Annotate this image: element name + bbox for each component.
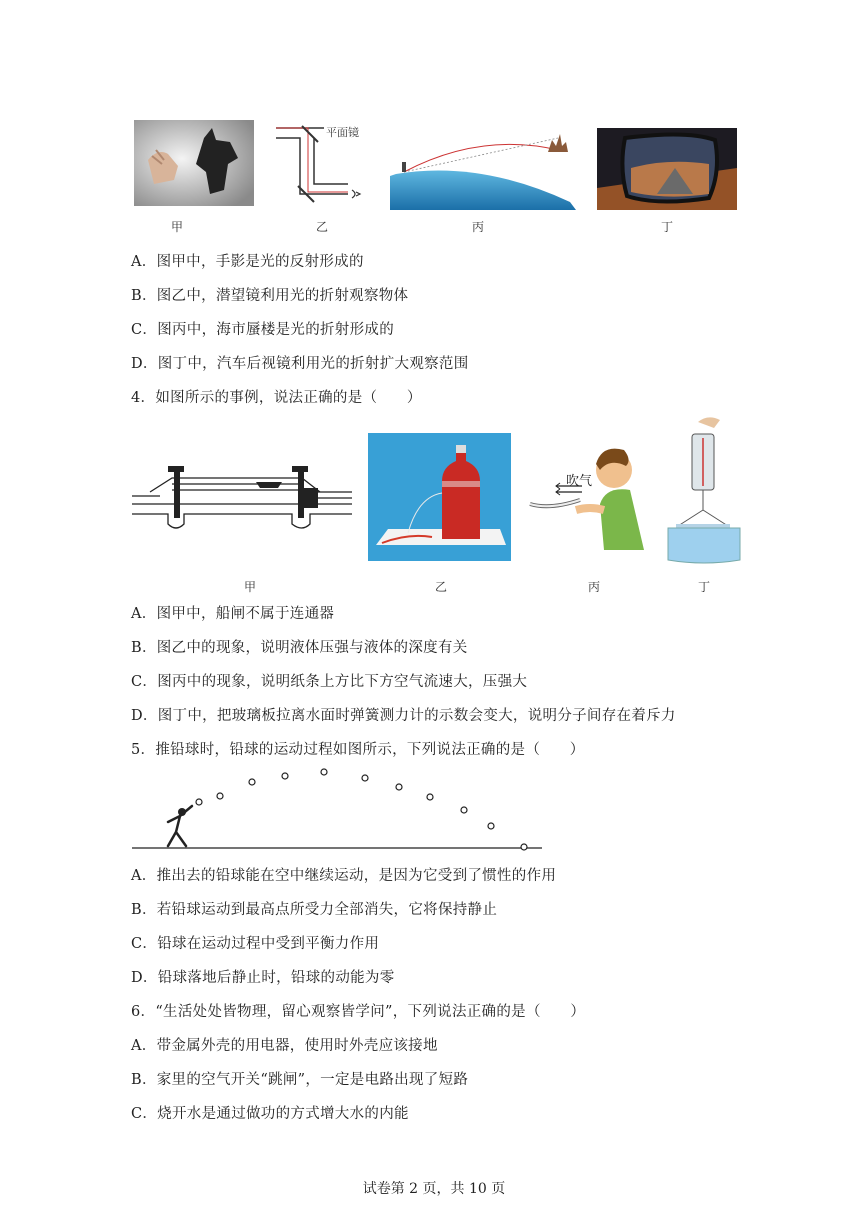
mirage-figure — [390, 124, 582, 210]
fig-caption: 丙 — [588, 580, 601, 594]
fig-caption: 甲 — [244, 580, 257, 594]
fig-caption: 丁 — [698, 580, 711, 594]
plane-mirror-label: 平面镜 — [326, 126, 359, 139]
question-4-stem: 4．如图所示的事例，说法正确的是（ ） — [131, 390, 422, 406]
blowing-paper-figure — [520, 440, 656, 560]
rearview-mirror-figure — [597, 128, 737, 210]
option-a: A．带金属外壳的用电器，使用时外壳应该接地 — [131, 1038, 438, 1054]
question-5-stem: 5．推铅球时，铅球的运动过程如图所示，下列说法正确的是（ ） — [131, 742, 585, 758]
option-d: D．图丁中，把玻璃板拉离水面时弹簧测力计的示数会变大，说明分子间存在着斥力 — [131, 708, 676, 724]
option-a: A．图甲中，手影是光的反射形成的 — [131, 254, 364, 270]
blow-air-label: 吹气 — [566, 474, 593, 489]
option-a: A．图甲中，船闸不属于连通器 — [131, 606, 335, 622]
ship-lock-figure — [132, 462, 352, 532]
spring-scale-figure — [664, 414, 744, 566]
option-c: C．图丙中的现象，说明纸条上方比下方空气流速大，压强大 — [131, 674, 528, 690]
option-c: C．烧开水是通过做功的方式增大水的内能 — [131, 1106, 409, 1122]
option-c: C．图丙中，海市蜃楼是光的折射形成的 — [131, 322, 394, 338]
option-d: D．图丁中，汽车后视镜利用光的折射扩大观察范围 — [131, 356, 469, 372]
page-footer: 试卷第 2 页，共 10 页 — [362, 1181, 506, 1197]
fig-caption: 乙 — [435, 580, 448, 594]
question-6-stem: 6．“生活处处皆物理，留心观察皆学问”，下列说法正确的是（ ） — [131, 1004, 586, 1020]
fig-caption: 乙 — [316, 220, 329, 234]
water-bottle-figure — [368, 433, 511, 561]
option-c: C．铅球在运动过程中受到平衡力作用 — [131, 936, 380, 952]
shot-put-trajectory-figure — [132, 760, 552, 856]
hand-shadow-figure — [134, 120, 254, 206]
fig-caption: 丙 — [472, 220, 485, 234]
option-b: B．图乙中的现象，说明液体压强与液体的深度有关 — [131, 640, 468, 656]
option-d: D．铅球落地后静止时，铅球的动能为零 — [131, 970, 395, 986]
option-b: B．家里的空气开关“跳闸”，一定是电路出现了短路 — [131, 1072, 469, 1088]
option-b: B．若铅球运动到最高点所受力全部消失，它将保持静止 — [131, 902, 498, 918]
fig-caption: 甲 — [171, 220, 184, 234]
option-b: B．图乙中，潜望镜利用光的折射观察物体 — [131, 288, 409, 304]
option-a: A．推出去的铅球能在空中继续运动，是因为它受到了惯性的作用 — [131, 868, 557, 884]
fig-caption: 丁 — [661, 220, 674, 234]
